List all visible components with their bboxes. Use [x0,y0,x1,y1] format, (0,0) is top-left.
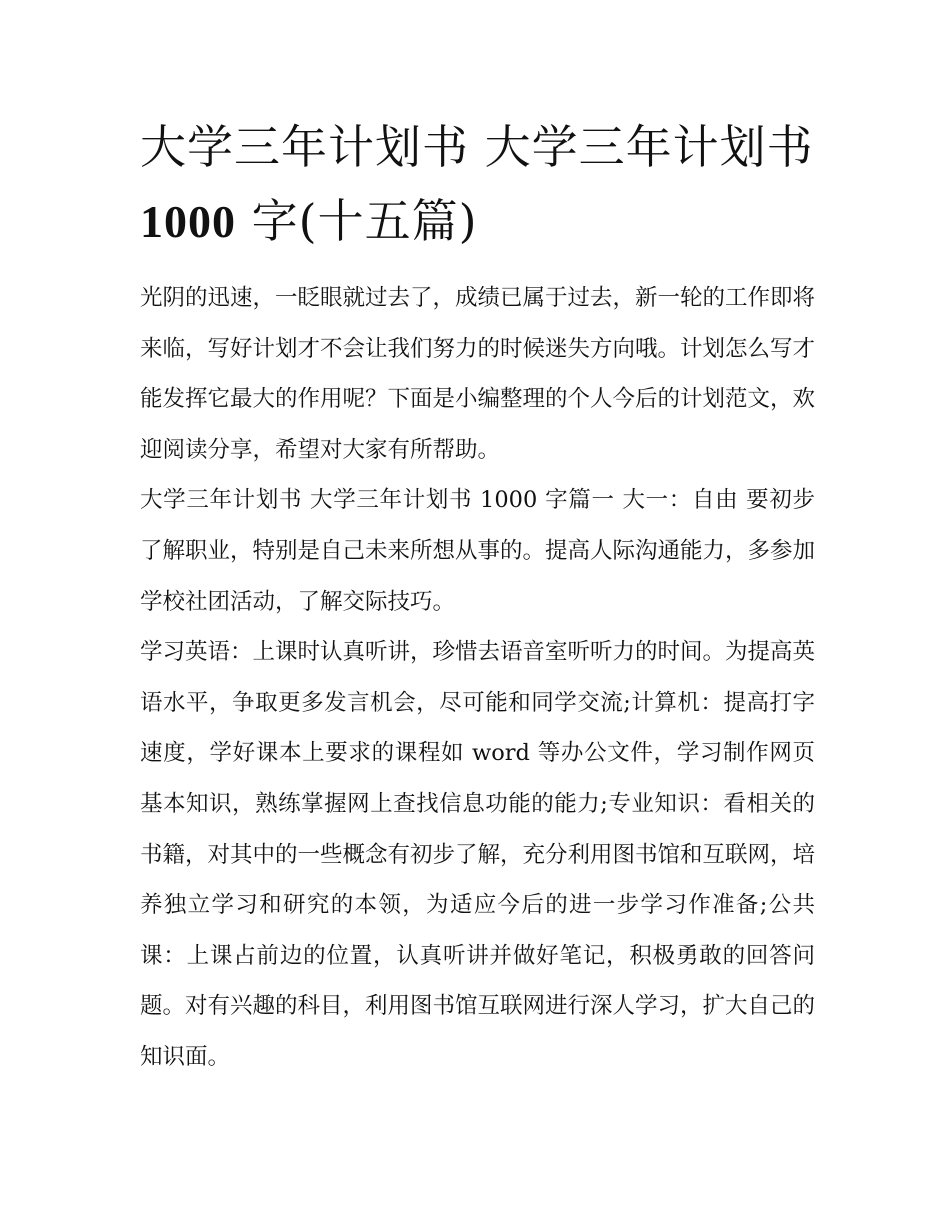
intro-paragraph: 光阴的迅速，一眨眼就过去了，成绩已属于过去，新一轮的工作即将来临，写好计划才不会让我们努力的时候迷失方向哦。计划怎么写才能发挥它最大的作用呢？下面是小编整理的个人今后的计划范文，欢迎阅读分享，希望对大家有所帮助。 [140,285,816,463]
year-one-paragraph: 大学三年计划书 大学三年计划书 1000 字篇一 大一：自由 要初步了解职业，特别是自己未来所想从事的。提高人际沟通能力，多参加学校社团活动，了解交际技巧。 [140,487,816,615]
title-number: 1000 [140,196,236,247]
title-text-part2: 字(十五篇) [236,194,478,248]
title-text-part1: 大学三年计划书 大学三年计划书 [140,120,814,174]
document-page [140,110,815,1083]
document-title [140,110,815,259]
study-plan-paragraph: 学习英语：上课时认真听讲，珍惜去语音室听听力的时间。为提高英语水平，争取更多发言机会，尽可能和同学交流;计算机：提高打字速度，学好课本上要求的课程如 word 等办公文件，学习制作网页基本知识，熟练掌握网上查找信息功能的能力;专业知识：看相关的书籍，对其中的一些概念有初步了解，充分利用图书馆和互联网，培养独立学习和研究的本领，为适应今后的进一步学习作准备;公共课：上课占前边的位置，认真听讲并做好笔记，积极勇敢的回答问题。对有兴趣的科目，利用图书馆互联网进行深人学习，扩大自己的知识面。 [140,639,816,1070]
